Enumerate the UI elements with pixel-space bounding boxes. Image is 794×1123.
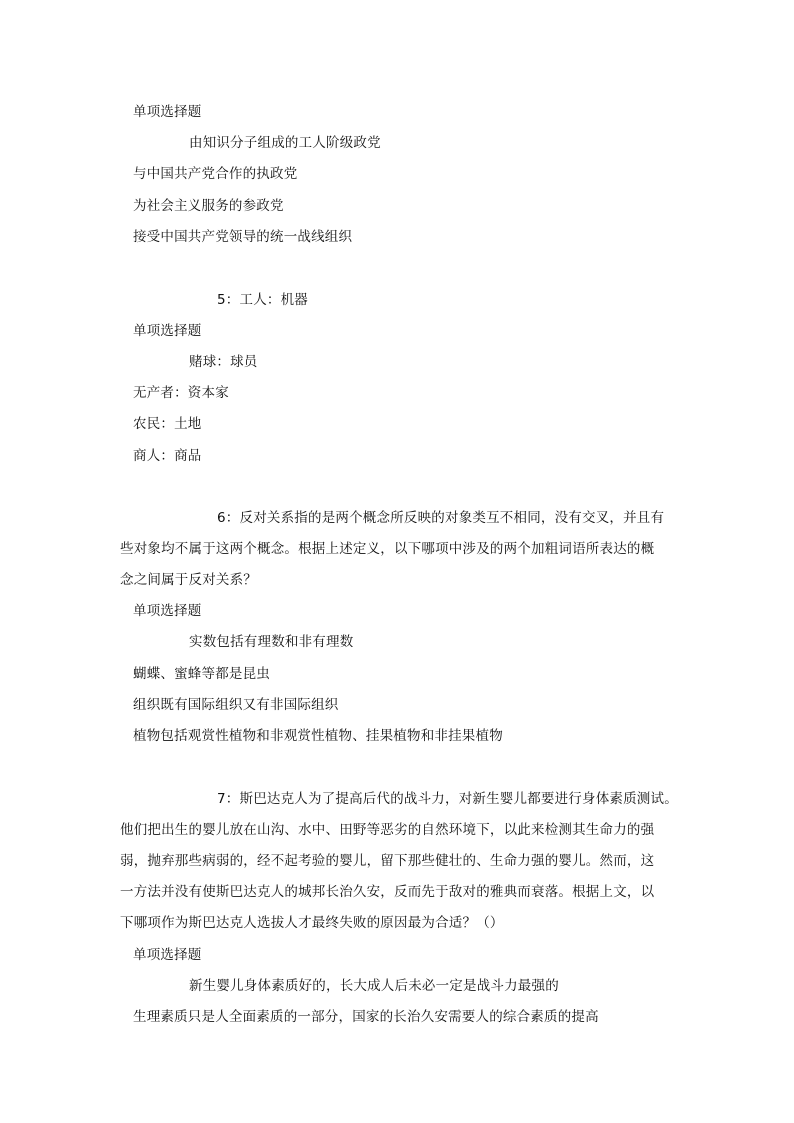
option-b: 与中国共产党合作的执政党 <box>133 166 298 182</box>
option-b: 蝴蝶、蜜蜂等都是昆虫 <box>133 666 270 682</box>
option-c: 组织既有国际组织又有非国际组织 <box>133 697 339 713</box>
question-stem-line: 6：反对关系指的是两个概念所反映的对象类互不相同，没有交叉，并且有 <box>217 510 665 526</box>
question-type-label: 单项选择题 <box>133 104 202 120</box>
question-type-label: 单项选择题 <box>133 323 202 339</box>
question-stem-line: 下哪项作为斯巴达克人选拔人才最终失败的原因最为合适？（） <box>120 915 504 931</box>
question-stem-line: 念之间属于反对关系？ <box>120 572 257 588</box>
question-stem-line: 些对象均不属于这两个概念。根据上述定义，以下哪项中涉及的两个加粗词语所表达的概 <box>120 541 655 557</box>
option-c: 为社会主义服务的参政党 <box>133 198 284 214</box>
option-a: 实数包括有理数和非有理数 <box>189 634 354 650</box>
question-type-label: 单项选择题 <box>133 947 202 963</box>
question-stem-line: 一方法并没有使斯巴达克人的城邦长治久安，反而先于敌对的雅典而衰落。根据上文，以 <box>120 884 655 900</box>
question-stem-line: 弱，抛弃那些病弱的，经不起考验的婴儿，留下那些健壮的、生命力强的婴儿。然而，这 <box>120 853 655 869</box>
question-stem-line: 7：斯巴达克人为了提高后代的战斗力，对新生婴儿都要进行身体素质测试。 <box>217 791 678 807</box>
option-a: 新生婴儿身体素质好的，长大成人后未必一定是战斗力最强的 <box>189 978 559 994</box>
option-a: 由知识分子组成的工人阶级政党 <box>189 135 381 151</box>
option-a: 赌球：球员 <box>189 354 258 370</box>
option-c: 农民：土地 <box>133 416 202 432</box>
question-type-label: 单项选择题 <box>133 603 202 619</box>
option-b: 生理素质只是人全面素质的一部分，国家的长治久安需要人的综合素质的提高 <box>133 1009 599 1025</box>
option-d: 植物包括观赏性植物和非观赏性植物、挂果植物和非挂果植物 <box>133 728 503 744</box>
question-stem-line: 他们把出生的婴儿放在山沟、水中、田野等恶劣的自然环境下，以此来检测其生命力的强 <box>120 822 655 838</box>
question-stem: 5：工人：机器 <box>217 292 308 308</box>
option-d: 接受中国共产党领导的统一战线组织 <box>133 229 353 245</box>
option-b: 无产者：资本家 <box>133 385 229 401</box>
option-d: 商人：商品 <box>133 448 202 464</box>
